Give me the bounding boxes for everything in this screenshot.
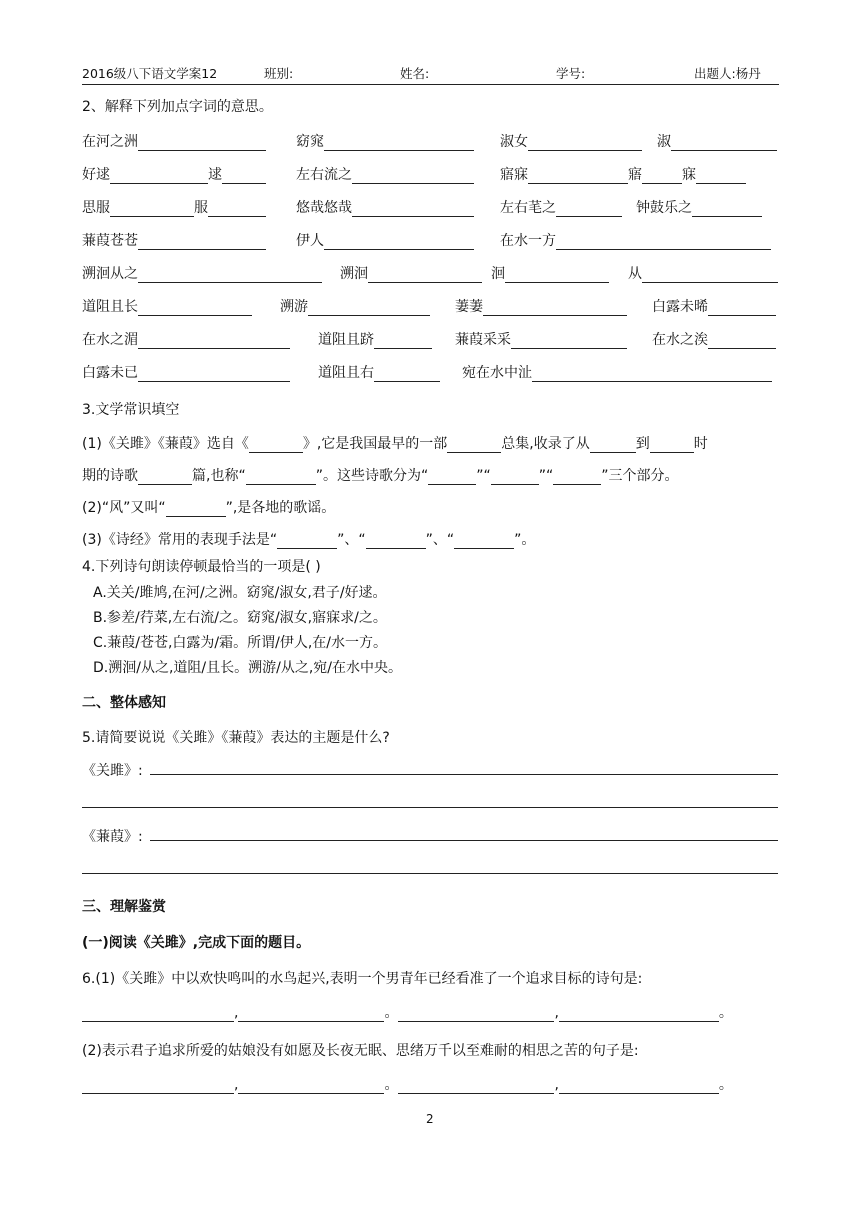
answer-blank[interactable] (222, 167, 266, 184)
q5-answer-line[interactable] (150, 774, 778, 775)
header-course: 2016级八下语文学案12 (82, 66, 218, 81)
answer-blank[interactable] (238, 1005, 384, 1022)
answer-blank[interactable] (374, 332, 432, 349)
answer-blank[interactable] (238, 1077, 384, 1094)
q4-option-b[interactable]: B.参差/荇菜,左右流/之。窈窕/淑女,寤寐求/之。 (93, 610, 387, 626)
answer-blank[interactable] (447, 436, 501, 453)
answer-blank[interactable] (483, 299, 627, 316)
section2-title: 二、整体感知 (82, 695, 166, 711)
answer-blank[interactable] (374, 365, 440, 382)
answer-blank[interactable] (559, 1077, 719, 1094)
answer-blank[interactable] (696, 167, 746, 184)
vocab-item: 宛在水中沚 (462, 362, 772, 382)
answer-blank[interactable] (642, 167, 682, 184)
vocab-item: 左右流之 (296, 164, 474, 184)
q3-line3: (2)“风”又叫“ ”,是各地的歌谣。 (82, 500, 336, 516)
vocab-item: 道阻且长 (82, 296, 252, 316)
header-class-label: 班别: (264, 66, 294, 81)
vocab-item: 在水之涘 (652, 329, 776, 349)
answer-blank[interactable] (559, 1005, 719, 1022)
answer-blank[interactable] (308, 299, 430, 316)
answer-blank[interactable] (428, 468, 476, 485)
answer-blank[interactable] (352, 167, 474, 184)
q4-title: 4.下列诗句朗读停顿最恰当的一项是( ) (82, 559, 321, 575)
answer-blank[interactable] (249, 436, 303, 453)
answer-blank[interactable] (366, 532, 426, 549)
vocab-item: 溯游 (280, 296, 430, 316)
answer-blank[interactable] (642, 266, 778, 283)
vocab-item: 淑女 (500, 131, 642, 151)
vocab-item: 道阻且跻 (318, 329, 432, 349)
vocab-item: 好逑 逑 (82, 164, 266, 184)
q5-answer-label-1: 《关雎》: (82, 763, 143, 779)
q5-answer-line[interactable] (82, 873, 778, 874)
header-name-label: 姓名: (400, 66, 430, 81)
answer-blank[interactable] (590, 436, 636, 453)
answer-blank[interactable] (277, 532, 337, 549)
header-divider (82, 84, 779, 85)
answer-blank[interactable] (553, 468, 601, 485)
vocab-item: 窈窕 (296, 131, 474, 151)
answer-blank[interactable] (246, 468, 316, 485)
vocab-item: 洄 (491, 263, 609, 283)
answer-blank[interactable] (82, 1005, 234, 1022)
answer-blank[interactable] (532, 365, 772, 382)
q4-option-a[interactable]: A.关关/雎鸠,在河/之洲。窈窕/淑女,君子/好逑。 (93, 585, 387, 601)
answer-blank[interactable] (398, 1077, 554, 1094)
answer-blank[interactable] (708, 332, 776, 349)
answer-blank[interactable] (138, 365, 290, 382)
q3-title: 3.文学常识填空 (82, 402, 180, 418)
vocab-item: 蒹葭苍苍 (82, 230, 266, 250)
vocab-item: 淑 (657, 131, 777, 151)
q6-2-answers: , 。 , 。 (82, 1074, 733, 1094)
vocab-item: 在水一方 (500, 230, 771, 250)
q6-2-text: (2)表示君子追求所爱的姑娘没有如愿及长夜无眠、思绪万千以至难耐的相思之苦的句子是: (82, 1043, 639, 1059)
vocab-item: 萋萋 (455, 296, 627, 316)
q5-answer-line[interactable] (150, 840, 778, 841)
answer-blank[interactable] (138, 233, 266, 250)
q6-1-answers: , 。 , 。 (82, 1002, 733, 1022)
answer-blank[interactable] (138, 468, 192, 485)
header-author: 出题人:杨丹 (694, 66, 761, 81)
answer-blank[interactable] (352, 200, 474, 217)
answer-blank[interactable] (166, 500, 226, 517)
q5-answer-line[interactable] (82, 807, 778, 808)
answer-blank[interactable] (708, 299, 776, 316)
answer-blank[interactable] (528, 167, 628, 184)
vocab-item: 溯洄从之 (82, 263, 322, 283)
answer-blank[interactable] (138, 332, 290, 349)
vocab-item: 悠哉悠哉 (296, 197, 474, 217)
answer-blank[interactable] (138, 266, 322, 283)
q4-option-d[interactable]: D.溯洄/从之,道阻/且长。溯游/从之,宛/在水中央。 (93, 660, 402, 676)
vocab-item: 白露未晞 (652, 296, 776, 316)
answer-blank[interactable] (368, 266, 482, 283)
answer-blank[interactable] (650, 436, 694, 453)
answer-blank[interactable] (398, 1005, 554, 1022)
q3-line1: (1)《关雎》《蒹葭》选自《 》,它是我国最早的一部 总集,收录了从 到 时 (82, 436, 708, 452)
q3-line4: (3)《诗经》常用的表现手法是“ ”、“ ”、“ ”。 (82, 532, 536, 548)
vocab-item: 伊人 (296, 230, 474, 250)
vocab-item: 溯洄 (340, 263, 482, 283)
vocab-item: 左右芼之 (500, 197, 622, 217)
header-id-label: 学号: (556, 66, 586, 81)
answer-blank[interactable] (454, 532, 514, 549)
answer-blank[interactable] (138, 299, 252, 316)
vocab-item: 从 (628, 263, 778, 283)
answer-blank[interactable] (208, 200, 266, 217)
section3-sub1: (一)阅读《关雎》,完成下面的题目。 (82, 935, 311, 951)
answer-blank[interactable] (556, 233, 771, 250)
answer-blank[interactable] (511, 332, 627, 349)
q2-title: 2、解释下列加点字词的意思。 (82, 99, 273, 115)
vocab-item: 思服 服 (82, 197, 266, 217)
answer-blank[interactable] (491, 468, 539, 485)
q5-answer-label-2: 《蒹葭》: (82, 829, 143, 845)
answer-blank[interactable] (671, 134, 777, 151)
answer-blank[interactable] (528, 134, 642, 151)
q4-option-c[interactable]: C.蒹葭/苍苍,白露为/霜。所谓/伊人,在/水一方。 (93, 635, 387, 651)
answer-blank[interactable] (505, 266, 609, 283)
vocab-item: 在水之湄 (82, 329, 290, 349)
answer-blank[interactable] (324, 233, 474, 250)
vocab-item: 钟鼓乐之 (636, 197, 762, 217)
answer-blank[interactable] (138, 134, 266, 151)
page-number: 2 (426, 1112, 434, 1126)
vocab-item: 蒹葭采采 (455, 329, 627, 349)
answer-blank[interactable] (82, 1077, 234, 1094)
vocab-item: 在河之洲 (82, 131, 266, 151)
vocab-item: 寤寐 寤 寐 (500, 164, 746, 184)
answer-blank[interactable] (324, 134, 474, 151)
answer-blank[interactable] (556, 200, 622, 217)
q5-text: 5.请简要说说《关雎》《蒹葭》表达的主题是什么? (82, 730, 390, 746)
vocab-item: 白露未已 (82, 362, 290, 382)
q6-1-text: 6.(1)《关雎》中以欢快鸣叫的水鸟起兴,表明一个男青年已经看准了一个追求目标的诗句是: (82, 971, 643, 987)
answer-blank[interactable] (110, 167, 208, 184)
answer-blank[interactable] (692, 200, 762, 217)
q3-line2: 期的诗歌 篇,也称“ ”。这些诗歌分为“ ”“ ”“ ”三个部分。 (82, 468, 679, 484)
answer-blank[interactable] (110, 200, 194, 217)
vocab-item: 道阻且右 (318, 362, 440, 382)
section3-title: 三、理解鉴赏 (82, 899, 166, 915)
